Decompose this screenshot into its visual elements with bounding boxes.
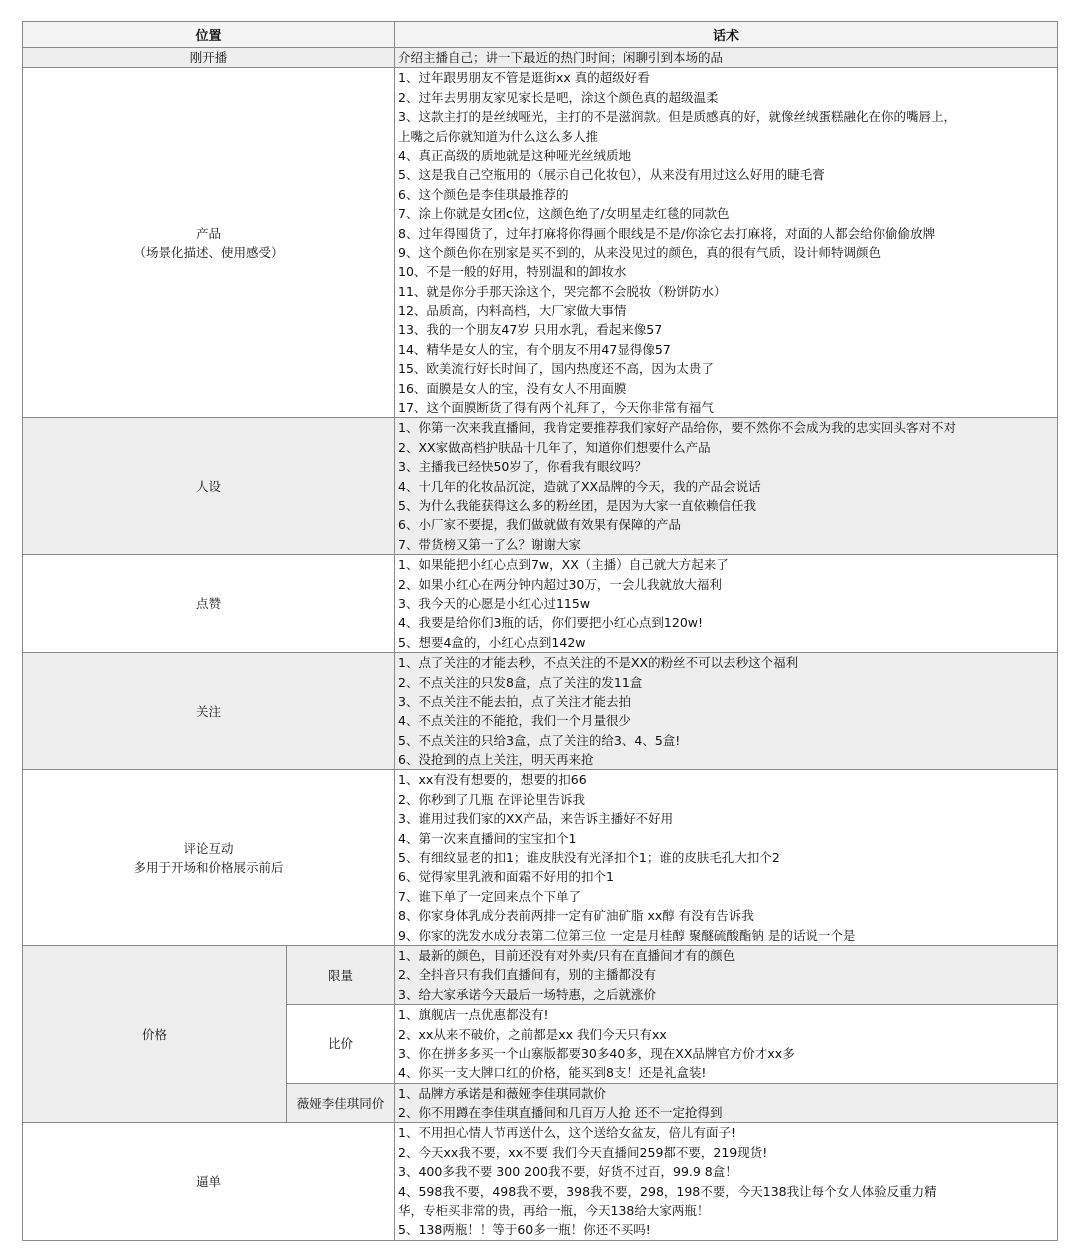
script-content — [395, 555, 1058, 653]
script-line: 3、给大家承诺今天最后一场特惠，之后就涨价 — [398, 986, 656, 1002]
script-line: 4、真正高级的质地就是这种哑光丝绒质地 — [398, 147, 631, 163]
script-line: 3、谁用过我们家的XX产品，来告诉主播好不好用 — [398, 811, 674, 827]
script-line: 3、不点关注不能去拍，点了关注才能去拍 — [398, 693, 631, 709]
script-line: 11、就是你分手那天涂这个，哭完都不会脱妆（粉饼防水） — [398, 283, 727, 299]
script-line: 2、过年去男朋友家见家长是吧，涂这个颜色真的超级温柔 — [398, 89, 719, 105]
script-line: 3、主播我已经快50岁了，你看我有眼纹吗？ — [398, 459, 647, 475]
script-line: 华，专柜买非常的贵，再给一瓶，今天138给大家两瓶！ — [398, 1203, 710, 1219]
position-label: 关注 — [23, 653, 395, 770]
position-label: 产品 （场景化描述、使用感受） — [23, 68, 395, 418]
script-line: 2、你不用蹲在李佳琪直播间和几百万人抢 还不一定抢得到 — [398, 1105, 723, 1121]
script-line: 5、有细纹显老的扣1；谁皮肤没有光泽扣个1；谁的皮肤毛孔大扣个2 — [398, 850, 780, 866]
sub-position-label: 薇娅李佳琪同价 — [287, 1083, 395, 1123]
table-row — [23, 418, 1058, 555]
script-line: 介绍主播自己；讲一下最近的热门时间；闲聊引到本场的品 — [398, 50, 724, 65]
table-row — [23, 555, 1058, 653]
script-line: 5、想要4盒的，小红心点到142w — [398, 634, 586, 650]
script-line: 9、你家的洗发水成分表第二位第三位 一定是月桂醇 聚醚硫酸酯钠 是的话说一个是 — [398, 927, 856, 943]
script-content — [395, 945, 1058, 1004]
script-content — [395, 1083, 1058, 1123]
script-line: 15、欧美流行好长时间了，国内热度还不高，因为太贵了 — [398, 361, 714, 377]
script-line: 10、不是一般的好用，特别温和的卸妆水 — [398, 264, 627, 280]
header-position: 位置 — [23, 22, 395, 48]
script-line: 4、598我不要，498我不要，398我不要，298，198不要，今天138我让每个女人体验反重力精 — [398, 1183, 937, 1199]
script-line: 7、涂上你就是女团c位，这颜色绝了/女明星走红毯的同款色 — [398, 206, 730, 222]
script-line: 3、这款主打的是丝绒哑光，主打的不是滋润款。但是质感真的好，就像丝绒蛋糕融化在你的嘴唇上， — [398, 109, 956, 125]
script-line: 7、带货榜又第一了么？谢谢大家 — [398, 536, 581, 552]
script-content — [395, 770, 1058, 946]
script-line: 2、全抖音只有我们直播间有，别的主播都没有 — [398, 967, 656, 983]
script-line: 1、不用担心情人节再送什么，这个送给女盆友，倍儿有面子! — [398, 1125, 736, 1141]
script-content — [395, 68, 1058, 418]
script-line: 4、我要是给你们3瓶的话，你们要把小红心点到120w! — [398, 615, 704, 631]
script-line: 上嘴之后你就知道为什么这么多人推 — [398, 128, 599, 144]
table-row — [23, 1123, 1058, 1240]
table-body — [23, 48, 1058, 1241]
script-line: 3、我今天的心愿是小红心过115w — [398, 595, 591, 611]
script-line: 4、你买一支大牌口红的价格，能买到8支！还是礼盒装! — [398, 1065, 707, 1081]
script-line: 4、不点关注的不能抢，我们一个月量很少 — [398, 713, 631, 729]
script-table — [22, 21, 1058, 1241]
script-line: 4、十几年的化妆品沉淀，造就了XX品牌的今天，我的产品会说话 — [398, 478, 761, 494]
script-line: 3、400多我不要 300 200我不要，好货不过百，99.9 8盒！ — [398, 1164, 738, 1180]
table-row — [23, 945, 1058, 1004]
script-line: 6、小厂家不要提，我们做就做有效果有保障的产品 — [398, 517, 681, 533]
position-label: 点赞 — [23, 555, 395, 653]
script-line: 1、你第一次来我直播间，我肯定要推荐我们家好产品给你，要不然你不会成为我的忠实回头客对不对 — [398, 420, 956, 436]
script-line: 2、你秒到了几瓶 在评论里告诉我 — [398, 791, 585, 807]
script-line: 4、第一次来直播间的宝宝扣个1 — [398, 830, 577, 846]
script-line: 2、不点关注的只发8盒，点了关注的发11盒 — [398, 674, 643, 690]
header-script: 话术 — [395, 22, 1058, 48]
script-line: 6、没抢到的点上关注，明天再来抢 — [398, 752, 594, 768]
table-row — [23, 48, 1058, 68]
script-line: 2、今天xx我不要，xx不要 我们今天直播间259都不要，219现货! — [398, 1144, 768, 1160]
table-row — [23, 653, 1058, 770]
position-label: 人设 — [23, 418, 395, 555]
script-line: 7、谁下单了一定回来点个下单了 — [398, 888, 581, 904]
position-label: 逼单 — [23, 1123, 395, 1240]
table-header-row — [23, 22, 1058, 48]
script-line: 16、面膜是女人的宝，没有女人不用面膜 — [398, 380, 627, 396]
script-line: 3、你在拼多多买一个山寨版都要30多40多，现在XX品牌官方价才xx多 — [398, 1045, 795, 1061]
position-label: 价格 — [23, 945, 287, 1123]
script-line: 5、这是我自己空瓶用的（展示自己化妆包），从来没有用过这么好用的睫毛膏 — [398, 167, 825, 183]
table-row — [23, 770, 1058, 946]
script-line: 1、如果能把小红心点到7w，XX（主播）自己就大方起来了 — [398, 557, 729, 573]
script-content — [395, 1005, 1058, 1084]
script-content — [395, 418, 1058, 555]
script-line: 1、xx有没有想要的，想要的扣66 — [398, 772, 587, 788]
position-label: 刚开播 — [23, 48, 395, 68]
position-label: 评论互动 多用于开场和价格展示前后 — [23, 770, 395, 946]
table-row — [23, 68, 1058, 418]
script-line: 8、过年得囤货了，过年打麻将你得画个眼线是不是/你涂它去打麻将，对面的人都会给你偷偷放牌 — [398, 225, 936, 241]
script-line: 6、觉得家里乳液和面霜不好用的扣个1 — [398, 869, 614, 885]
script-line: 2、xx从来不破价，之前都是xx 我们今天只有xx — [398, 1026, 667, 1042]
script-line: 5、不点关注的只给3盒，点了关注的给3、4、5盒! — [398, 732, 681, 748]
script-line: 2、XX家做高档护肤品十几年了，知道你们想要什么产品 — [398, 439, 711, 455]
script-line: 1、过年跟男朋友不管是逛街xx 真的超级好看 — [398, 70, 650, 86]
script-content — [395, 653, 1058, 770]
script-line: 1、品牌方承诺是和薇娅李佳琪同款价 — [398, 1085, 606, 1101]
script-line: 9、这个颜色你在别家是买不到的，从来没见过的颜色，真的很有气质，设计师特调颜色 — [398, 244, 881, 260]
script-content — [395, 48, 1058, 68]
script-line: 14、精华是女人的宝，有个朋友不用47显得像57 — [398, 341, 671, 357]
script-line: 1、旗舰店一点优惠都没有! — [398, 1007, 549, 1023]
script-line: 1、最新的颜色，目前还没有对外卖/只有在直播间才有的颜色 — [398, 947, 736, 963]
script-line: 2、如果小红心在两分钟内超过30万，一会儿我就放大福利 — [398, 576, 722, 592]
script-line: 17、这个面膜断货了得有两个礼拜了，今天你非常有福气 — [398, 400, 714, 416]
script-line: 5、为什么我能获得这么多的粉丝团，是因为大家一直依赖信任我 — [398, 497, 756, 513]
script-line: 12、品质高，内料高档，大厂家做大事情 — [398, 303, 627, 319]
sub-position-label: 比价 — [287, 1005, 395, 1084]
sub-position-label: 限量 — [287, 945, 395, 1004]
script-line: 13、我的一个朋友47岁 只用水乳，看起来像57 — [398, 322, 663, 338]
script-line: 8、你家身体乳成分表前两排一定有矿油矿脂 xx醇 有没有告诉我 — [398, 908, 754, 924]
script-line: 6、这个颜色是李佳琪最推荐的 — [398, 186, 569, 202]
script-content — [395, 1123, 1058, 1240]
script-line: 5、138两瓶！！等于60多一瓶！你还不买吗! — [398, 1222, 651, 1238]
script-line: 1、点了关注的才能去秒，不点关注的不是XX的粉丝不可以去秒这个福利 — [398, 655, 799, 671]
